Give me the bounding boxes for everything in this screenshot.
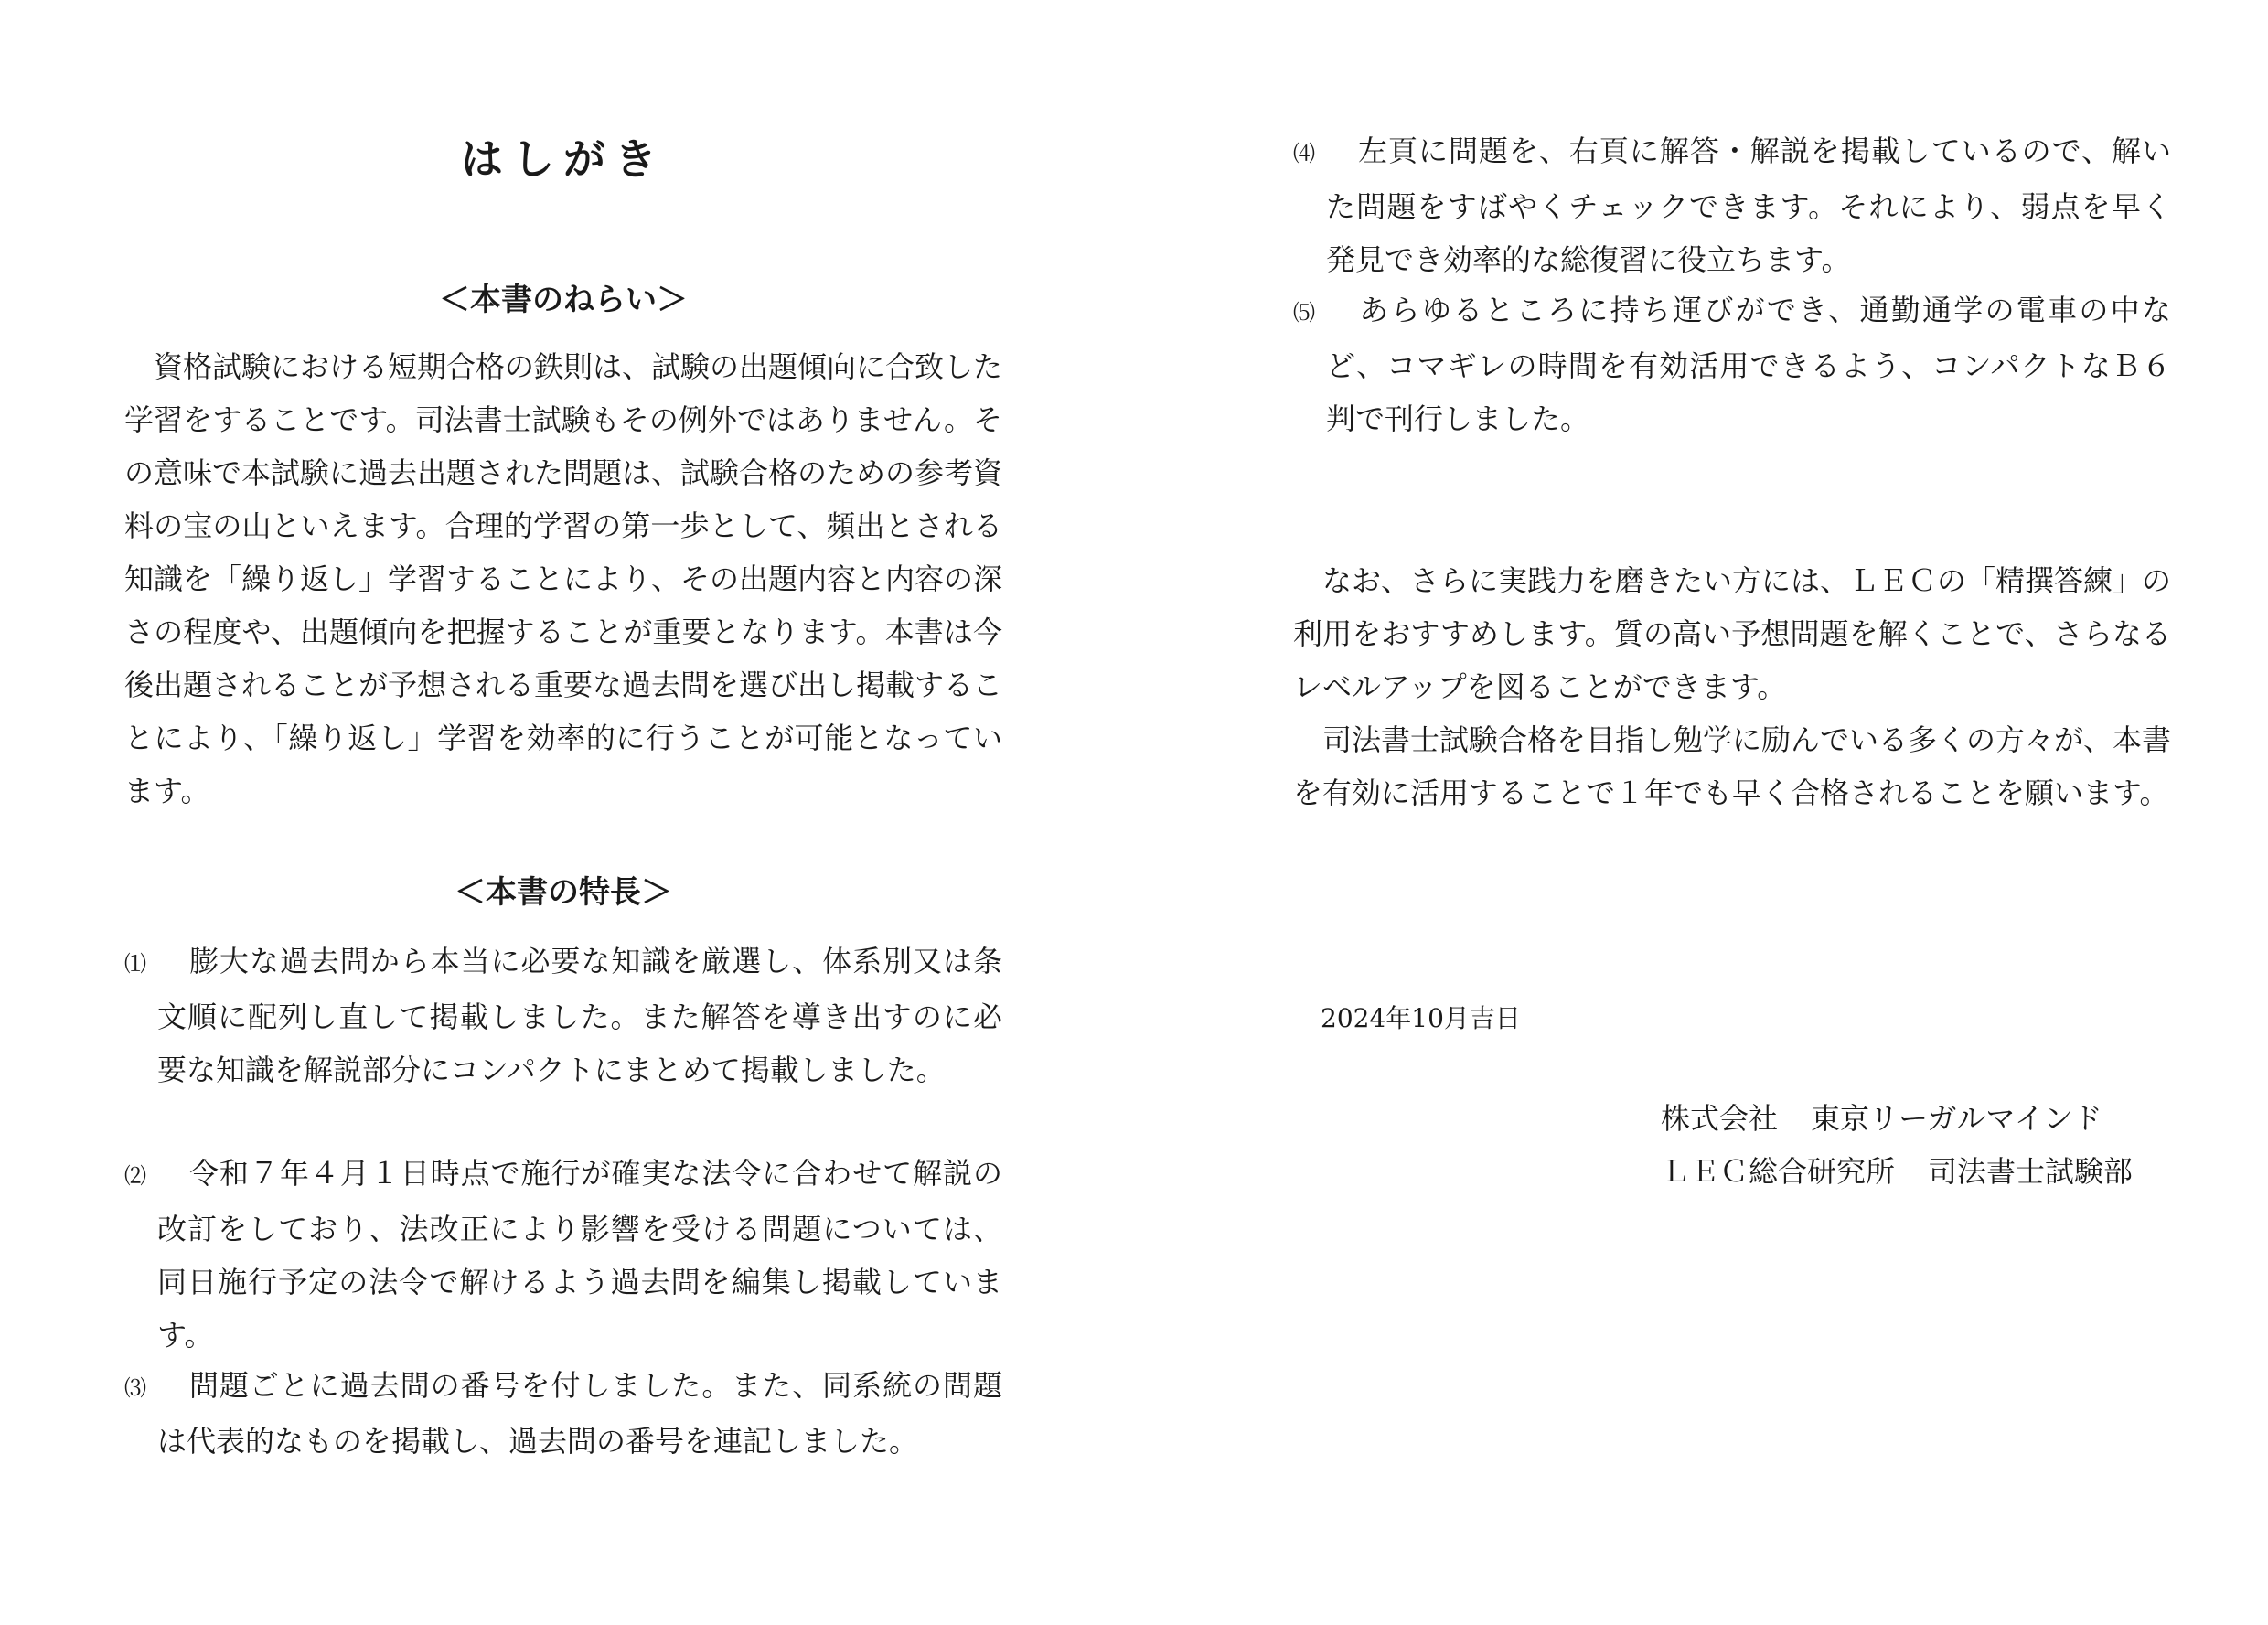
page-title: はしがき [461,134,666,184]
company-type: 株式会社 [1661,1101,1779,1136]
features-heading: ＜本書の特長＞ [455,874,672,911]
feature-number: ⑵ [124,1163,146,1189]
closing-paragraph-1: なお、さらに実践力を磨きたい方には、ＬＥＣの「精撰答練」の利用をおすすめします。質の高い予想問題を解くことで、さらなるレベルアップを図ることができます。 [1293,563,2172,704]
feature-text: 左頁に問題を、右頁に解答・解説を掲載しているので、解いた問題をすばやくチェックできます。それにより、弱点を早く発見でき効率的な総復習に役立ちます。 [1326,134,2171,277]
feature-number: ⑸ [1293,300,1315,326]
institute-name: ＬＥＣ総合研究所 [1661,1154,1896,1189]
feature-number: ⑴ [124,951,146,977]
feature-item-5 [1293,283,2171,445]
closing-paragraph-2: 司法書士試験合格を目指し勉学に励んでいる多くの方々が、本書を有効に活用することで１年でも早く合格されることを願います。 [1293,722,2172,810]
signature-line-2 [1661,1149,2133,1191]
feature-text: あらゆるところに持ち運びができ、通勤通学の電車の中など、コマギレの時間を有効活用できるよう、コンパクトなＢ６判で刊行しました。 [1326,293,2171,436]
feature-item-2 [124,1147,1002,1362]
signature-line-1 [1661,1096,2102,1138]
feature-number: ⑶ [124,1375,146,1401]
feature-item-3 [124,1359,1002,1468]
feature-text: 令和７年４月１日時点で施行が確実な法令に合わせて解説の改訂をしており、法改正により影響を受ける問題については、同日施行予定の法令で解けるよう過去問を編集し掲載しています。 [157,1156,1002,1352]
department-name: 司法書士試験部 [1928,1154,2134,1189]
company-name: 東京リーガルマインド [1811,1101,2102,1136]
aim-paragraph: 資格試験における短期合格の鉄則は、試験の出題傾向に合致した学習をすることです。司法書士試験もその例外ではありません。その意味で本試験に過去出題された問題は、試験合格のための参考資料の宝の山といえます。合理的学習の第一歩として、頻出とされる知識を「繰り返し」学習することにより、その出題内容と内容の深さの程度や、出題傾向を把握することが重要となります。本書は今後出題されることが予想される重要な過去問を選び出し掲載することにより、「繰り返し」学習を効率的に行うことが可能となっています。 [124,349,1003,808]
date-line: 2024年10月吉日 [1321,1003,1521,1033]
feature-text: 問題ごとに過去問の番号を付しました。また、同系統の問題は代表的なものを掲載し、過去問の番号を連記しました。 [157,1368,1002,1459]
feature-number: ⑷ [1293,141,1315,166]
feature-item-1 [124,935,1002,1096]
feature-item-4 [1293,124,2171,286]
aim-heading: ＜本書のねらい＞ [439,282,688,318]
feature-text: 膨大な過去問から本当に必要な知識を厳選し、体系別又は条文順に配列し直して掲載しました。また解答を導き出すのに必要な知識を解説部分にコンパクトにまとめて掲載しました。 [157,944,1002,1087]
